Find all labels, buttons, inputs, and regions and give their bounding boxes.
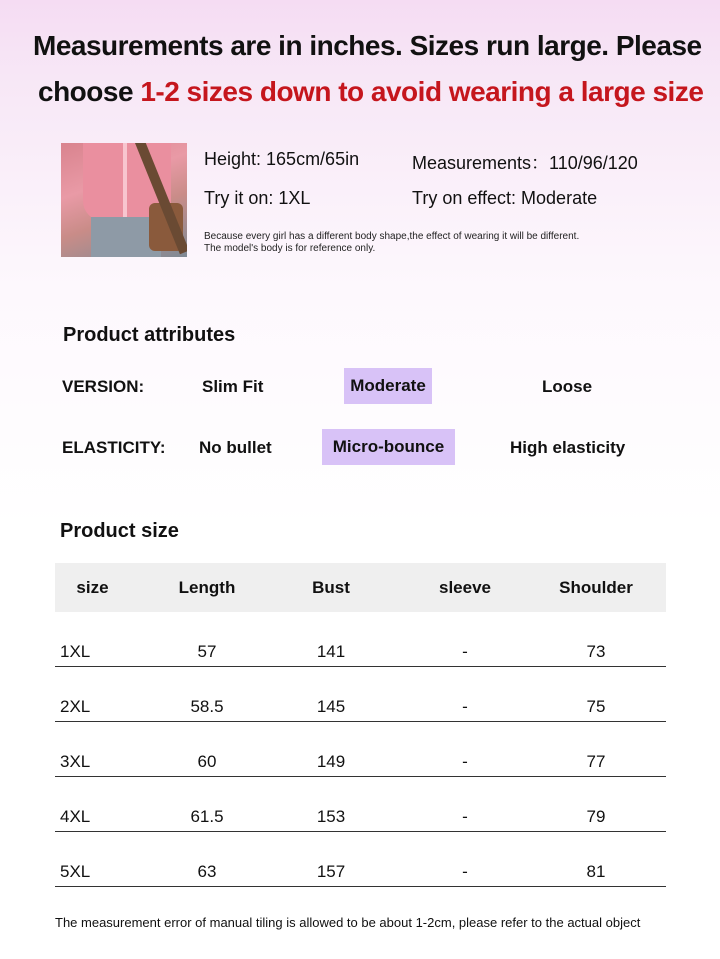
cell-sleeve: - <box>462 697 468 716</box>
table-row <box>55 722 666 777</box>
cell-sleeve: - <box>462 862 468 881</box>
cell-shoulder: 81 <box>586 862 606 881</box>
header-shoulder: Shoulder <box>559 578 633 597</box>
version-option-moderate-selected: Moderate <box>344 368 432 404</box>
cell-size: 1XL <box>60 642 91 661</box>
table-row <box>55 832 666 887</box>
cell-length: 63 <box>197 862 217 881</box>
cell-length: 57 <box>197 642 217 661</box>
table-row <box>55 612 666 667</box>
model-height: Height: 165cm/65in <box>204 149 360 169</box>
header-length: Length <box>178 578 236 597</box>
product-size-title: Product size <box>60 520 179 542</box>
elasticity-option-high-elasticity: High elasticity <box>510 438 626 457</box>
cell-bust: 145 <box>316 697 346 716</box>
version-option-slim-fit: Slim Fit <box>202 377 264 396</box>
cell-size: 3XL <box>60 752 91 771</box>
cell-sleeve: - <box>462 807 468 826</box>
cell-bust: 157 <box>316 862 346 881</box>
cell-size: 5XL <box>60 862 91 881</box>
product-attributes-title: Product attributes <box>63 324 236 346</box>
elasticity-option-no-bullet: No bullet <box>199 438 272 457</box>
cell-bust: 141 <box>316 642 346 661</box>
cell-size: 4XL <box>60 807 91 826</box>
table-row <box>55 667 666 722</box>
cell-sleeve: - <box>462 642 468 661</box>
cell-size: 2XL <box>60 697 91 716</box>
cell-bust: 149 <box>316 752 346 771</box>
table-row <box>55 777 666 832</box>
model-try-on-effect: Try on effect: Moderate <box>412 188 598 208</box>
headline-line-1: Measurements are in inches. Sizes run large. Please <box>33 30 702 61</box>
model-note-line-2: The model's body is for reference only. <box>204 243 376 254</box>
elasticity-label: ELASTICITY: <box>62 438 166 457</box>
version-option-loose: Loose <box>542 377 593 396</box>
cell-shoulder: 77 <box>586 752 606 771</box>
cell-shoulder: 73 <box>586 642 606 661</box>
cell-sleeve: - <box>462 752 468 771</box>
model-measurements: Measurements：110/96/120 <box>412 153 638 173</box>
header-size: size <box>76 578 109 597</box>
cell-shoulder: 79 <box>586 807 606 826</box>
cell-length: 61.5 <box>190 807 224 826</box>
cell-length: 60 <box>197 752 217 771</box>
cell-length: 58.5 <box>190 697 224 716</box>
elasticity-option-micro-bounce-selected: Micro-bounce <box>322 429 455 465</box>
table-header <box>55 563 666 612</box>
cell-shoulder: 75 <box>586 697 606 716</box>
header-sleeve: sleeve <box>439 578 491 597</box>
model-try-on-size: Try it on: 1XL <box>204 188 311 208</box>
headline-highlight: 1-2 sizes down to avoid wearing a large size <box>140 76 704 107</box>
headline-line-2 <box>38 76 703 108</box>
model-photo <box>61 143 187 257</box>
size-table <box>55 563 666 887</box>
header-bust: Bust <box>312 578 350 597</box>
model-note-line-1: Because every girl has a different body shape,the effect of wearing it will be different. <box>204 231 580 242</box>
headline-prefix: choose <box>38 76 141 107</box>
version-label: VERSION: <box>62 377 145 396</box>
cell-bust: 153 <box>316 807 346 826</box>
footer-note: The measurement error of manual tiling is allowed to be about 1-2cm, please refer to the actual object <box>55 915 641 930</box>
